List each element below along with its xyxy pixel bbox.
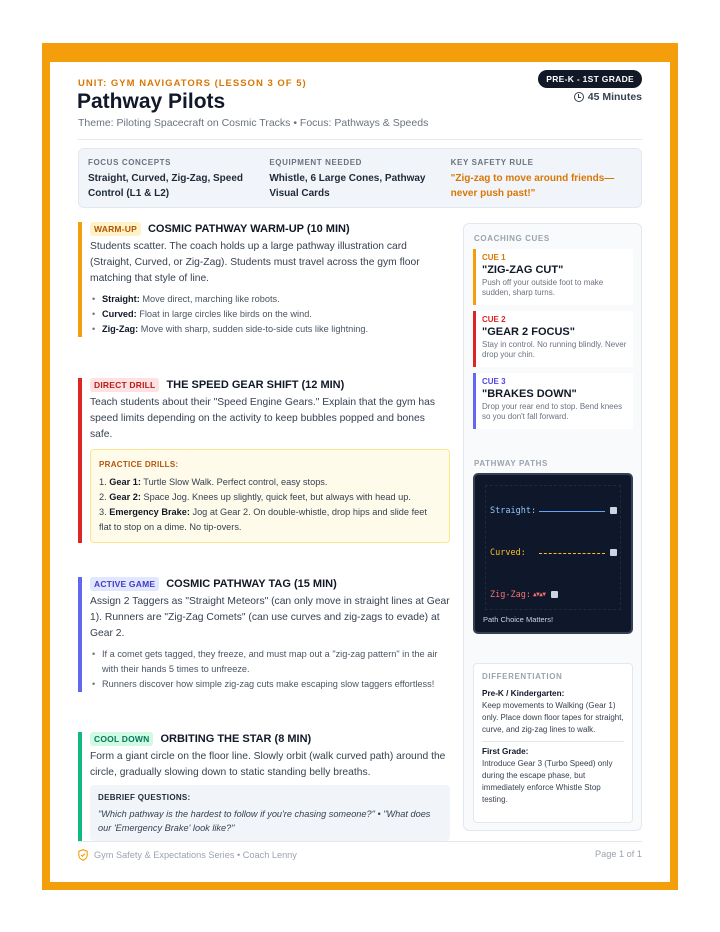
straight-label: Straight: — [490, 506, 537, 516]
diff-prek-label: Pre-K / Kindergarten: — [482, 689, 565, 698]
cue-card-3 — [473, 373, 633, 429]
list-item: 2. Gear 2: Space Jog. Knees up slightly, quick feet, but always with head up. — [99, 492, 411, 502]
list-item: 1. Gear 1: Turtle Slow Walk. Perfect control, easy stops. — [99, 477, 328, 487]
warmup-tag: WARM-UP — [90, 222, 141, 236]
practice-drills-title: PRACTICE DRILLS: — [99, 460, 179, 469]
equipment-needed — [269, 158, 450, 207]
cue-card-1 — [473, 249, 633, 305]
pathway-paths-label: PATHWAY PATHS — [474, 459, 548, 468]
cue-desc: Push off your outside foot to make sudden, sharp turns. — [482, 278, 604, 297]
duration — [574, 91, 642, 103]
focus-value: Straight, Curved, Zig-Zag, Speed Control (L1 & L2) — [88, 173, 244, 199]
cooldown-body: Form a giant circle on the floor line. Slowly orbit (walk curved path) around the circle, gradually slowing down to static standing belly breaths. — [90, 751, 446, 778]
footer-divider — [78, 841, 642, 842]
clock-icon — [574, 92, 584, 102]
debrief-box — [90, 785, 450, 841]
divider — [482, 741, 624, 742]
debrief-questions: "Which pathway is the hardest to follow if you're chasing someone?" • "What does our 'Emergency Brake' look like?" — [98, 809, 431, 833]
shield-icon — [78, 849, 88, 861]
section-drill — [78, 378, 450, 543]
straight-path-line — [539, 511, 605, 512]
practice-drills-box — [90, 449, 450, 543]
focus-concepts — [88, 158, 269, 207]
zigzag-label: Zig-Zag: — [490, 590, 531, 600]
duration-text: 45 Minutes — [587, 91, 642, 103]
footer-series-text: Gym Safety & Expectations Series • Coach Lenny — [94, 850, 297, 860]
cue-card-2 — [473, 311, 633, 367]
paths-caption: Path Choice Matters! — [483, 615, 554, 624]
section-warmup — [78, 222, 450, 337]
pathway-diagram — [473, 473, 633, 634]
unit-label: UNIT: GYM NAVIGATORS (LESSON 3 OF 5) — [78, 78, 307, 89]
focus-label: FOCUS CONCEPTS — [88, 158, 172, 167]
coaching-cues-label: COACHING CUES — [474, 234, 550, 243]
cue-title: "BRAKES DOWN" — [482, 388, 577, 400]
diff-prek-text: Keep movements to Walking (Gear 1) only. Place down floor tapes for straight, curve, and zig-zag lines to walk. — [482, 701, 624, 734]
game-title: COSMIC PATHWAY TAG (15 MIN) — [166, 578, 337, 590]
list-item: • Runners discover how simple zig-zag cuts make escaping slow taggers effortless! — [90, 677, 450, 692]
arrow-right-icon — [610, 507, 617, 514]
safety-label: KEY SAFETY RULE — [450, 158, 534, 167]
diff-first-grade-text: Introduce Gear 3 (Turbo Speed) only during the escape phase, but immediately enforce Whistle Stop testing. — [482, 759, 613, 804]
game-body: Assign 2 Taggers as "Straight Meteors" (can only move in straight lines at Gear 1). Runners are "Zig-Zag Comets" (can use curves and zig-zags to evade) at Gear 2. — [90, 596, 450, 639]
list-item: • If a comet gets tagged, they freeze, and must map out a "zig-zag pattern" in the air with their hands 5 times to unfreeze. — [90, 647, 450, 677]
cooldown-tag: COOL DOWN — [90, 732, 153, 746]
drill-body: Teach students about their "Speed Engine Gears." Explain that the gym has speed limits depending on the activity to keep bubbles popped and bones safe. — [90, 397, 436, 440]
curved-path-line — [539, 553, 605, 554]
game-bullets — [90, 647, 450, 692]
footer-series — [78, 849, 297, 861]
theme-line: Theme: Piloting Spacecraft on Cosmic Tracks • Focus: Pathways & Speeds — [78, 117, 429, 129]
page-number: Page 1 of 1 — [595, 849, 642, 859]
section-cooldown — [78, 732, 450, 841]
debrief-title: DEBRIEF QUESTIONS: — [98, 793, 191, 802]
cue-title: "ZIG-ZAG CUT" — [482, 264, 564, 276]
warmup-body: Students scatter. The coach holds up a large pathway illustration card (Straight, Curved, or Zig-Zag). Students must travel across the gym floor matching that style of line. — [90, 241, 420, 284]
cue-key: CUE 1 — [482, 253, 506, 262]
info-panel — [78, 148, 642, 208]
equipment-label: EQUIPMENT NEEDED — [269, 158, 363, 167]
cue-key: CUE 3 — [482, 377, 506, 386]
cue-desc: Drop your rear end to stop. Bend knees so you don't fall forward. — [482, 402, 623, 421]
list-item: • Zig-Zag: Move with sharp, sudden side-to-side cuts like lightning. — [90, 322, 450, 337]
zigzag-path-glyph: ▲▼▲▼ — [533, 591, 546, 598]
page-title: Pathway Pilots — [77, 90, 226, 113]
diff-first-grade-label: First Grade: — [482, 747, 529, 756]
curved-label: Curved: — [490, 548, 526, 558]
safety-rule — [451, 158, 632, 207]
grade-badge: PRE-K - 1ST GRADE — [538, 70, 642, 88]
header-divider — [78, 139, 642, 140]
list-item: 3. Emergency Brake: Jog at Gear 2. On double-whistle, drop hips and slide feet flat to stop on a dime. No tip-overs. — [99, 507, 427, 532]
drill-title: THE SPEED GEAR SHIFT (12 MIN) — [166, 379, 345, 391]
drill-tag: DIRECT DRILL — [90, 378, 159, 392]
warmup-bullets — [90, 292, 450, 337]
differentiation-panel — [473, 663, 633, 823]
cue-key: CUE 2 — [482, 315, 506, 324]
list-item: • Curved: Float in large circles like birds on the wind. — [90, 307, 450, 322]
list-item: • Straight: Move direct, marching like robots. — [90, 292, 450, 307]
safety-value: "Zig-zag to move around friends—never push past!" — [450, 173, 615, 199]
cue-desc: Stay in control. No running blindly. Never drop your chin. — [482, 340, 627, 359]
section-game — [78, 577, 450, 692]
arrow-right-icon — [551, 591, 558, 598]
game-tag: ACTIVE GAME — [90, 577, 159, 591]
warmup-title: COSMIC PATHWAY WARM-UP (10 MIN) — [147, 223, 350, 235]
differentiation-label: DIFFERENTIATION — [482, 672, 563, 681]
equipment-value: Whistle, 6 Large Cones, Pathway Visual Cards — [269, 173, 426, 199]
arrow-right-icon — [610, 549, 617, 556]
sidebar — [463, 223, 642, 831]
cue-title: "GEAR 2 FOCUS" — [482, 326, 575, 338]
cooldown-title: ORBITING THE STAR (8 MIN) — [160, 733, 312, 745]
